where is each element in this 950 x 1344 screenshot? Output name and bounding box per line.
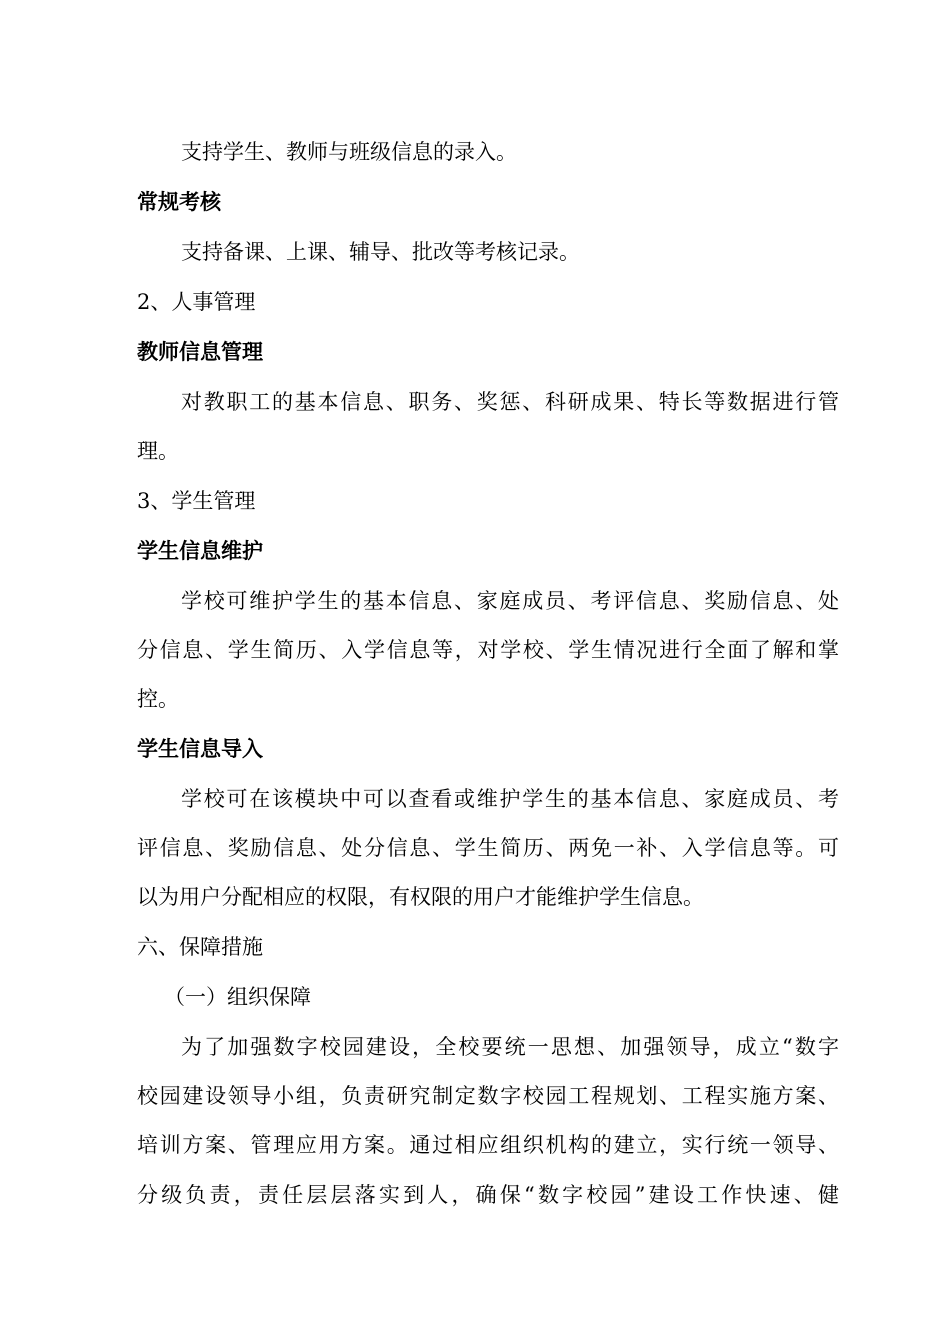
section-heading: 教师信息管理	[137, 339, 263, 364]
paragraph-line: 支持备课、上课、辅导、批改等考核记录。	[181, 240, 580, 264]
paragraph-line: 分级负责，责任层层落实到人，确保“数字校园”建设工作快速、健	[137, 1183, 839, 1207]
section-title: 六、保障措施	[137, 935, 263, 959]
paragraph-line: 为了加强数字校园建设，全校要统一思想、加强领导，成立“数字	[181, 1035, 839, 1059]
document-page	[137, 0, 839, 1344]
paragraph-line: 校园建设领导小组，负责研究制定数字校园工程规划、工程实施方案、	[137, 1084, 839, 1108]
paragraph-line: 对教职工的基本信息、职务、奖惩、科研成果、特长等数据进行管	[181, 390, 839, 414]
paragraph-line: 分信息、学生简历、入学信息等，对学校、学生情况进行全面了解和掌	[137, 638, 839, 662]
section-heading: 常规考核	[137, 189, 221, 214]
paragraph-line: 控。	[137, 687, 179, 711]
paragraph-line: 培训方案、管理应用方案。通过相应组织机构的建立，实行统一领导、	[137, 1133, 839, 1157]
section-title: 2、人事管理	[137, 290, 256, 314]
paragraph-line: 理。	[137, 439, 179, 463]
section-heading: 学生信息导入	[137, 736, 263, 761]
section-heading: 学生信息维护	[137, 538, 263, 563]
paragraph-line: 支持学生、教师与班级信息的录入。	[181, 140, 517, 164]
paragraph-line: 学校可维护学生的基本信息、家庭成员、考评信息、奖励信息、处	[181, 589, 839, 613]
subsection-title: （一）组织保障	[164, 985, 311, 1009]
section-title: 3、学生管理	[137, 489, 256, 513]
paragraph-line: 学校可在该模块中可以查看或维护学生的基本信息、家庭成员、考	[181, 787, 839, 811]
paragraph-line: 以为用户分配相应的权限，有权限的用户才能维护学生信息。	[137, 885, 704, 909]
paragraph-line: 评信息、奖励信息、处分信息、学生简历、两免一补、入学信息等。可	[137, 836, 839, 860]
